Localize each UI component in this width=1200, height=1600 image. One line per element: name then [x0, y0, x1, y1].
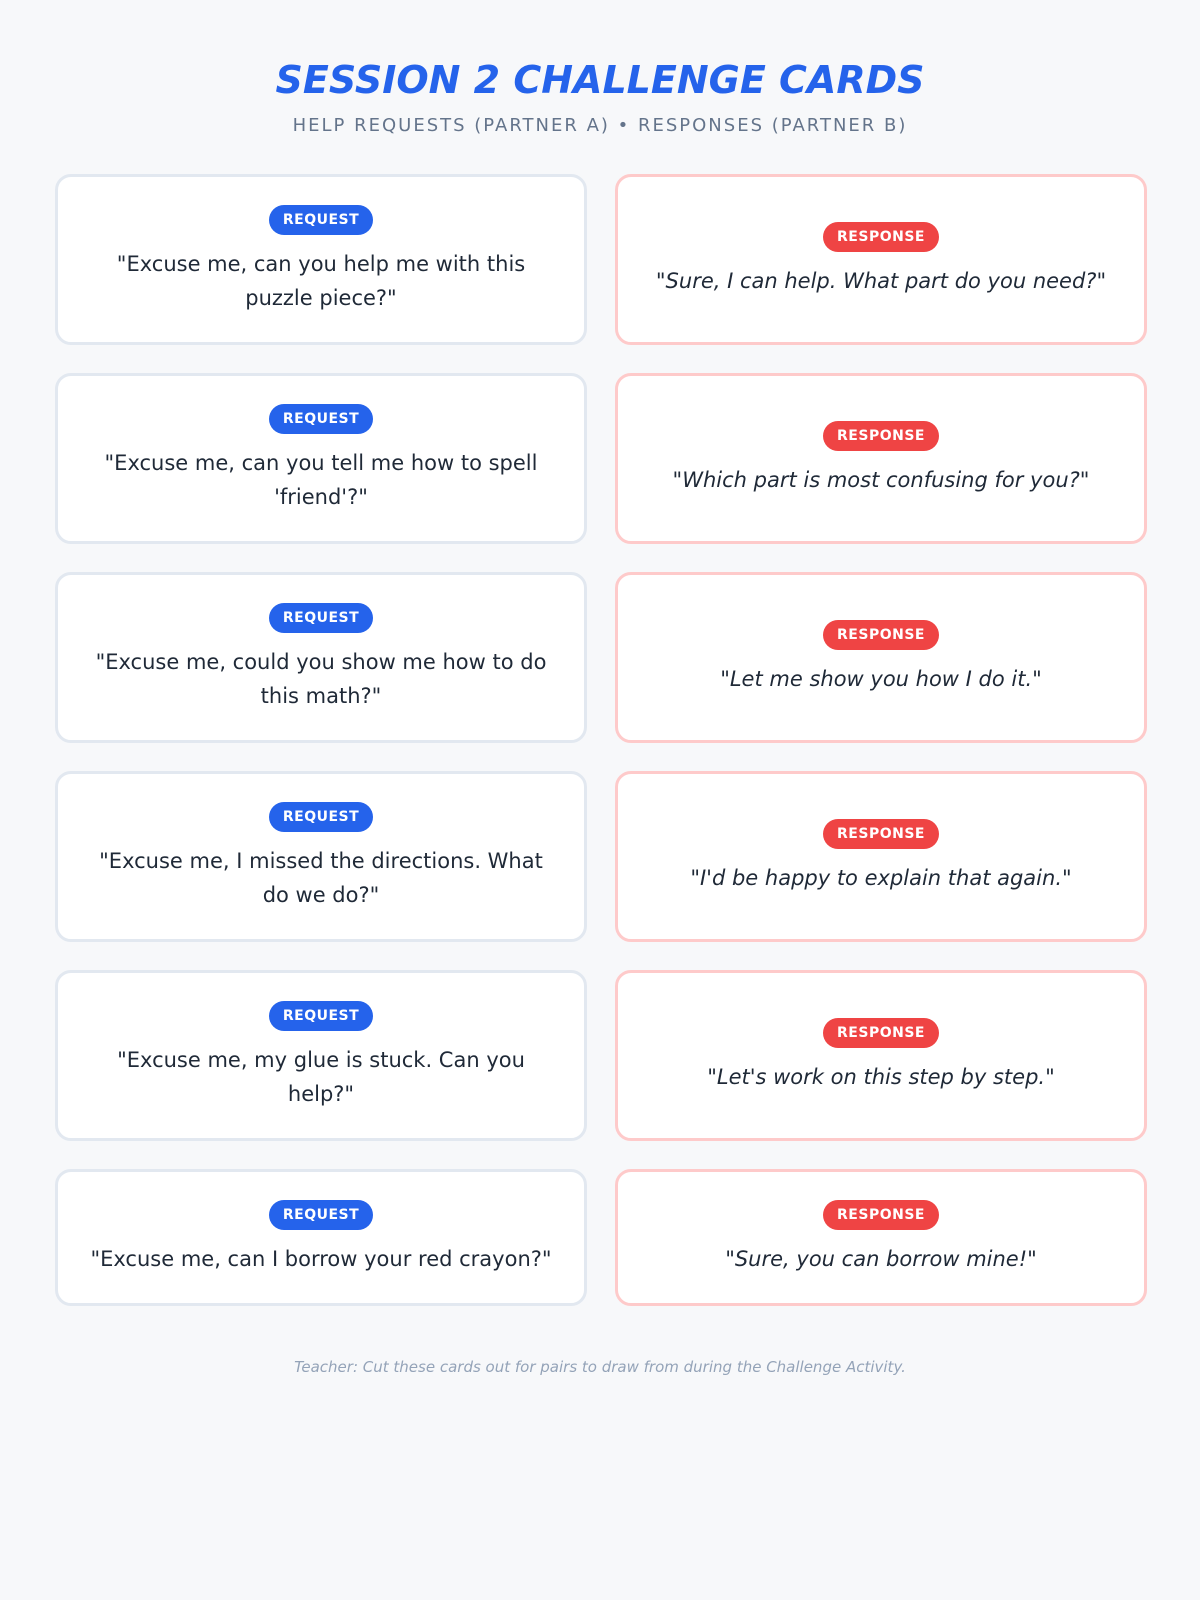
request-text: "Excuse me, could you show me how to do this math?" — [95, 649, 547, 708]
page-subtitle: HELP REQUESTS (PARTNER A) • RESPONSES (PARTNER B) — [292, 115, 908, 136]
request-tag: REQUEST — [269, 1001, 373, 1031]
page-title: SESSION 2 CHALLENGE CARDS — [275, 58, 925, 102]
response-text: "I'd be happy to explain that again." — [690, 865, 1072, 890]
request-card[interactable] — [55, 174, 587, 345]
response-card[interactable] — [615, 771, 1147, 942]
request-tag: REQUEST — [269, 603, 373, 633]
request-text: "Excuse me, I missed the directions. What do we do?" — [99, 848, 543, 907]
response-text: "Which part is most confusing for you?" — [672, 467, 1090, 492]
response-text: "Sure, you can borrow mine!" — [725, 1246, 1037, 1271]
request-text: "Excuse me, my glue is stuck. Can you help?" — [117, 1047, 525, 1106]
request-tag: REQUEST — [269, 205, 373, 235]
request-text: "Excuse me, can you tell me how to spell 'friend'?" — [104, 450, 538, 509]
page-header — [0, 0, 1200, 138]
response-card[interactable] — [615, 1169, 1147, 1306]
response-card[interactable] — [615, 373, 1147, 544]
response-card[interactable] — [615, 174, 1147, 345]
response-card[interactable] — [615, 970, 1147, 1141]
teacher-note: Teacher: Cut these cards out for pairs to draw from during the Challenge Activity. — [294, 1358, 906, 1376]
request-card[interactable] — [55, 373, 587, 544]
response-tag: RESPONSE — [823, 620, 939, 650]
request-tag: REQUEST — [269, 802, 373, 832]
response-text: "Let me show you how I do it." — [720, 666, 1042, 691]
request-tag: REQUEST — [269, 404, 373, 434]
response-text: "Sure, I can help. What part do you need?" — [655, 268, 1107, 293]
request-text: "Excuse me, can you help me with this puzzle piece?" — [116, 251, 526, 310]
response-tag: RESPONSE — [823, 1018, 939, 1048]
response-tag: RESPONSE — [823, 421, 939, 451]
response-tag: RESPONSE — [823, 1200, 939, 1230]
request-card[interactable] — [55, 1169, 587, 1306]
request-text: "Excuse me, can I borrow your red crayon?" — [90, 1246, 552, 1271]
response-tag: RESPONSE — [823, 819, 939, 849]
request-tag: REQUEST — [269, 1200, 373, 1230]
request-card[interactable] — [55, 771, 587, 942]
request-card[interactable] — [55, 970, 587, 1141]
response-tag: RESPONSE — [823, 222, 939, 252]
cards-grid — [55, 174, 1147, 1306]
request-card[interactable] — [55, 572, 587, 743]
response-text: "Let's work on this step by step." — [707, 1064, 1055, 1089]
response-card[interactable] — [615, 572, 1147, 743]
